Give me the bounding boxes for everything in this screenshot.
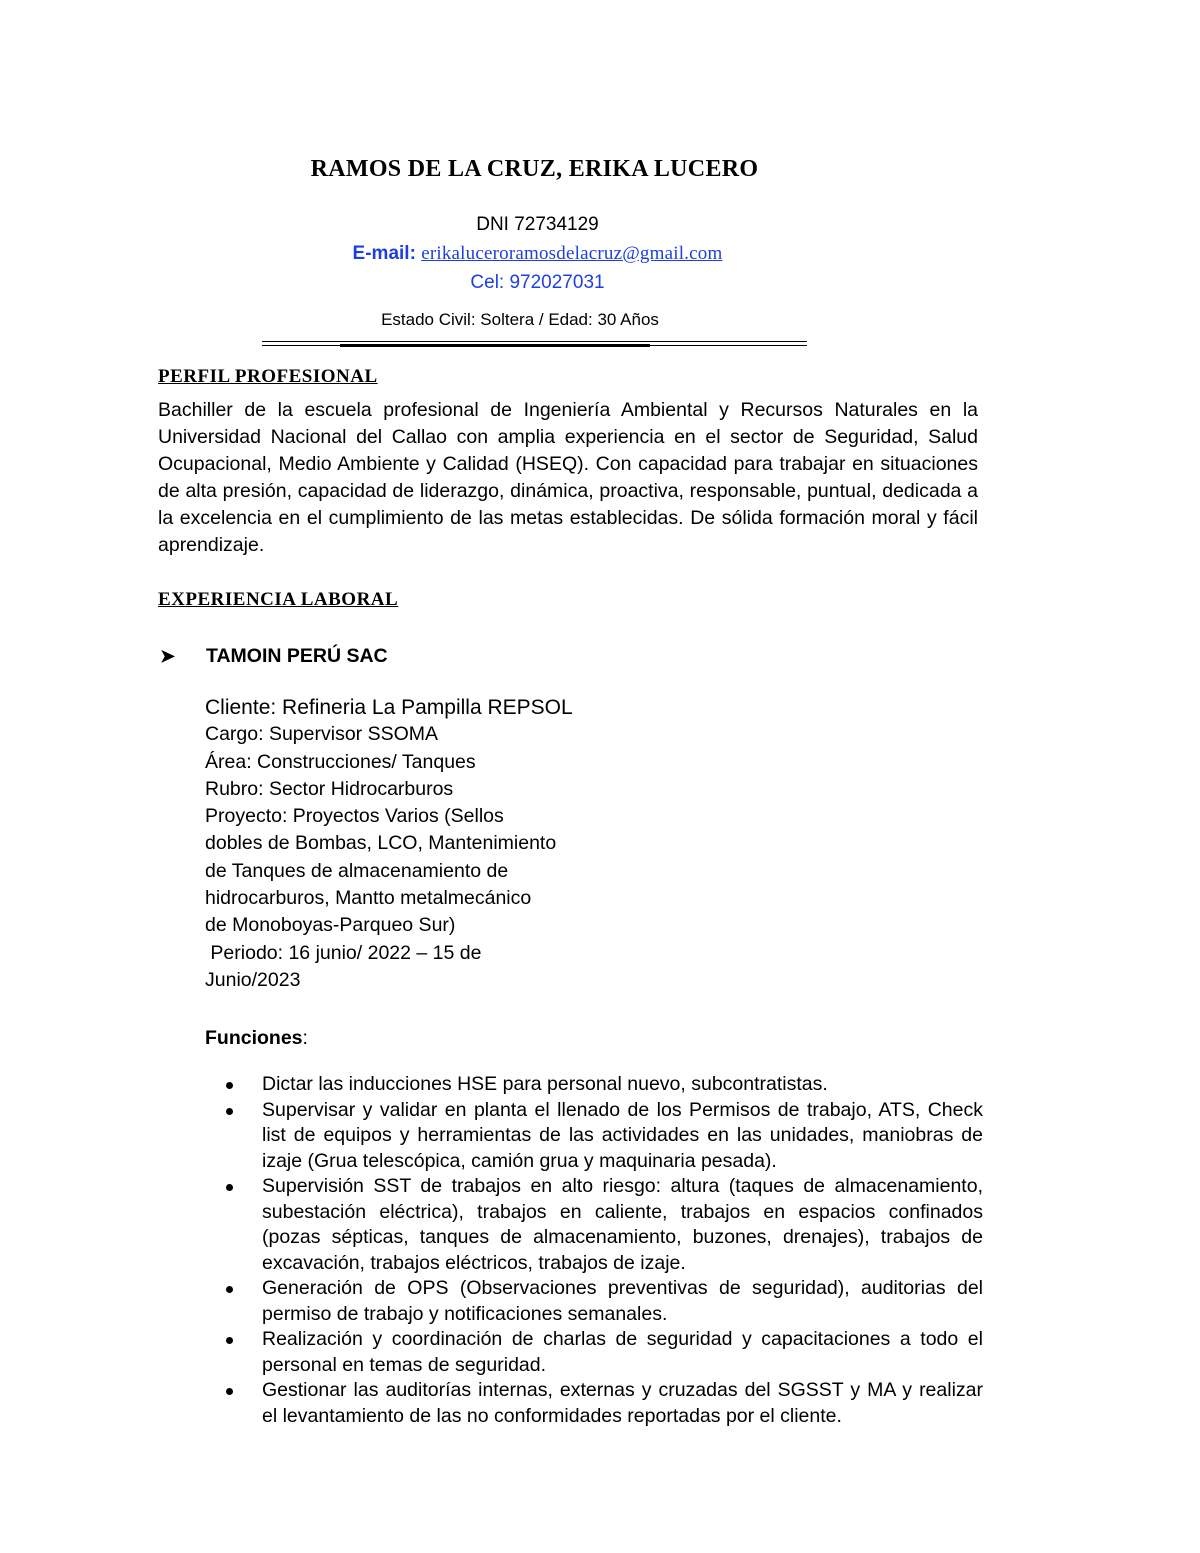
list-item-text: Supervisar y validar en planta el llenado de los Permisos de trabajo, ATS, Check list de equipos y herramientas de las actividades en las unidades, maniobras de izaje (Grua telescópica, camión grua y maquinaria pesada). — [262, 1098, 983, 1172]
perfil-text: Bachiller de la escuela profesional de Ingeniería Ambiental y Recursos Naturales en la Universidad Nacional del Callao con amplia experiencia en el sector de Seguridad, Salud Ocupacional, Medio Ambiente y Calidad (HSEQ). Con capacidad para trabajar en situaciones de alta presión, capacidad de liderazgo, dinámica, proactiva, responsable, puntual, dedicada a la excelencia en el cumplimiento de las metas establecidas. De sólida formación moral y fácil aprendizaje. — [158, 399, 978, 556]
list-item — [205, 1174, 983, 1276]
civil-status: Estado Civil: Soltera / Edad: 30 Años — [381, 310, 659, 329]
detail-line: Proyecto: Proyectos Varios (Sellos — [205, 805, 504, 828]
list-item-text: Gestionar las auditorías internas, externas y cruzadas del SGSST y MA y realizar el levantamiento de las no conformidades reportadas por el cliente. — [262, 1379, 983, 1427]
detail-line: Junio/2023 — [205, 968, 301, 991]
list-item — [205, 1098, 983, 1175]
company — [160, 645, 388, 668]
detail-line: Rubro: Sector Hidrocarburos — [205, 777, 454, 800]
bullet-dot-icon — [226, 1108, 233, 1115]
arrow-bullet-icon: ➤ — [160, 646, 176, 666]
list-item-text: Realización y coordinación de charlas de seguridad y capacitaciones a todo el personal en temas de seguridad. — [262, 1328, 983, 1376]
perfil-heading: PERFIL PROFESIONAL — [158, 366, 378, 387]
detail-line: Cliente: Refineria La Pampilla REPSOL — [205, 696, 573, 719]
bullet-dot-icon — [226, 1184, 233, 1191]
email-link[interactable]: erikaluceroramosdelacruz@gmail.com — [421, 243, 723, 264]
list-item — [205, 1378, 983, 1429]
list-item — [205, 1072, 983, 1098]
header-divider-top — [262, 341, 807, 342]
bullet-dot-icon — [226, 1388, 233, 1395]
email-label: E-mail: — [352, 243, 416, 264]
company-name: TAMOIN PERÚ SAC — [206, 645, 388, 667]
list-item-text: Dictar las inducciones HSE para personal nuevo, subcontratistas. — [262, 1073, 828, 1095]
list-item-text: Generación de OPS (Observaciones preventivas de seguridad), auditorias del permiso de trabajo y notificaciones semanales. — [262, 1277, 983, 1325]
detail-line: Área: Construcciones/ Tanques — [205, 750, 476, 773]
phone: Cel: 972027031 — [470, 272, 605, 293]
experiencia-heading: EXPERIENCIA LABORAL — [158, 589, 399, 610]
list-item — [205, 1327, 983, 1378]
detail-line: dobles de Bombas, LCO, Mantenimiento — [205, 832, 557, 855]
detail-line: de Tanques de almacenamiento de — [205, 859, 509, 882]
job-details — [205, 694, 625, 994]
detail-line: de Monoboyas-Parqueo Sur) — [205, 914, 456, 937]
funciones-heading: Funciones: — [205, 1027, 308, 1049]
detail-line: Periodo: 16 junio/ 2022 – 15 de — [205, 941, 482, 964]
bullet-dot-icon — [226, 1286, 233, 1293]
header-divider-bottom — [262, 345, 807, 346]
list-item — [205, 1276, 983, 1327]
dni: DNI 72734129 — [476, 214, 599, 235]
list-item-text: Supervisión SST de trabajos en alto riesgo: altura (taques de almacenamiento, subestación eléctrica), trabajos en caliente, trabajos en espacios confinados (pozas sépticas, tanques de almacenamiento, buzones, drenajes), trabajos de excavación, trabajos eléctricos, trabajos de izaje. — [262, 1175, 983, 1274]
bullet-dot-icon — [226, 1082, 233, 1089]
bullet-dot-icon — [226, 1337, 233, 1344]
detail-line: hidrocarburos, Mantto metalmecánico — [205, 887, 532, 910]
funciones-list — [205, 1072, 983, 1429]
email-line — [0, 243, 1075, 265]
cv-name: RAMOS DE LA CRUZ, ERIKA LUCERO — [310, 156, 759, 182]
funciones-label: Funciones — [205, 1027, 303, 1049]
detail-line: Cargo: Supervisor SSOMA — [205, 723, 439, 746]
